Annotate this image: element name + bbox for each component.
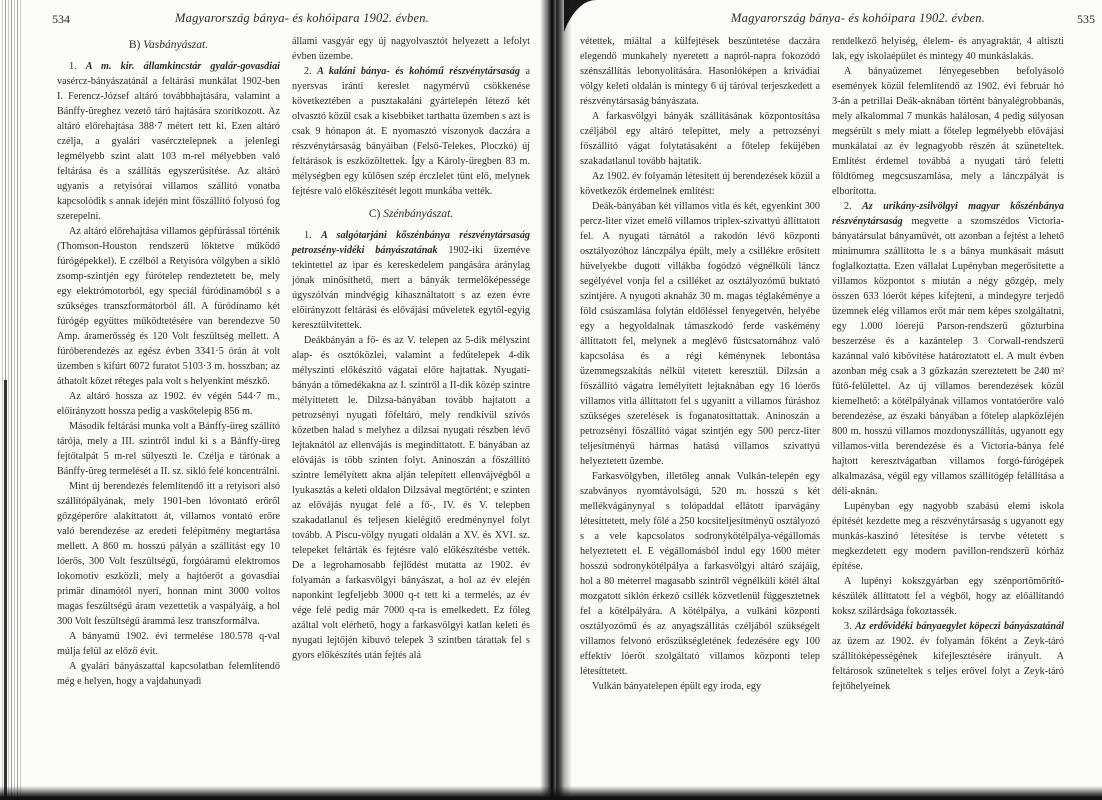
left-page-column-1 [57,34,280,689]
left-page-column-2 [292,34,530,663]
paragraph [832,499,1064,574]
paragraph-lead: A kaláni bánya- és kohómű részvénytársaság [317,66,520,77]
paragraph-text: az üzem az 1902. év folyamán főként a Zeyk-táró szállítóképességének kifejlesztésére irányult. A feltárosok szüneteltek s teljes erővel folyt a Zeyk-táró fejtőhelyeinek [832,636,1064,692]
paragraph-text: Az 1902. év folyamán létesített új berendezések közül a következők érdemelnek említést: [580,171,820,197]
paragraph-list [57,59,280,689]
paragraph-text: rendelkező helyiség, élelem- és anyagraktár, 4 altiszti lak, egy iskolaépület és mintegy 40 munkáslakás. [832,36,1064,62]
paragraph-text: állami vasgyár egy új nagyolvasztót helyezett a lefolyt évben üzembe. [292,36,530,62]
paragraph-text: Vulkán bányatelepen épült egy iroda, egy [592,681,762,692]
paragraph-text: Második feltárási munka volt a Bánffy-üreg szállító tárója, mely a III. szintről indul ki s a Bánffy-üreg fejtőtalpát 5 m-rel sülyeszti le. Czélja e tárónak a Bánffy-üreg termelését a II. sz. sikló felé koncentrálni. [57,421,280,477]
paragraph [580,679,820,694]
paragraph-number: 2. [844,201,852,212]
paragraph [832,574,1064,619]
right-page-column-1 [580,34,820,694]
paragraph [832,199,1064,499]
paragraph-text: 1902-iki üzeméve tekintettel az ipar és kereskedelem pangására aránylag jónak minősíthető, mert a bányák termelőképessége úgyszólván mindvégig kihasználtatott s az ezen évre előirányzott feltárási és elővájási műveletek egytől-egyig keresztülvitettek. [292,245,530,331]
paragraph-text: Deákbányán a fő- és az V. telepen az 5-dik mélyszint alap- és osztóközlei, valamint a fedűtelepek 4-dik mélyszinti előkészítő vágatai előre hajtattak. Nyugati-bányán a tömedékakna az I. szintről a II-dik közép szintre mélyíttetett le. Dilzsa-bányában tovább hajtatott a petrozsényi nyugati főfeltáró, mely rendkívül szívós kőzetben halad s melyhez a dilzsai nyugati részben lévő lejtaknától az ellenvájás is megindíttatott. E bányában az elővájás is több szinten folyt. Aninoszán a főszállító szintre lemélyített akna alján telepített ellenvájvégből a lyukasztás a keleti oldalon Dilzsával megtörtént; e szinten az elővájás nyugat felé a fő-, IV. és V. telepben szakadatlanul és teljesen kielégítő eredménynyel folyt tovább. A Piscu-völgy nyugati oldalán a XV. és XVI. sz. telepeket feltárták és fejtésre való előkészítésbe vették. De a legrohamosabb fejlődést mutatta az 1902. év folyamán a farkasvölgyi bányászat, a hol az év elején naponkint legfeljebb 3000 q-t tett ki a termelés, az év vége felé pedig már 7000 q-ra is emelkedett. Ez főleg azáltal volt elérhető, hogy a farkasvölgyi katlan keleti és nyugati lejtőjén kibuvó telepek 3 szintben tárattak fel s gyors előkészítés után fejtés alá [292,335,530,661]
paragraph [580,469,820,679]
paragraph-text: Az altáró hossza az 1902. év végén 544·7 m., előirányzott hossza pedig a vaskőtelepig 856 m. [57,391,280,417]
paragraph-list [292,34,530,199]
section-heading [57,38,280,53]
paragraph-text: A bányamű 1902. évi termelése 180.578 q-val múlja felül az előző évit. [57,631,280,657]
paragraph-text: Deák-bányában két villamos vitla és két, egyenkint 300 percz-liter vizet emelő villamos triplex-szivattyú állíttatott fel. A nyugati tárnától a rakodón lévő központi osztályozóhoz lánczpálya épült, mely a csillékre erősített hüvelyekbe dugott villákba fogódzó végnélküli láncz segélyével vonja fel a csilléket az osztályozómű buktató szintjére. A nyugoti aknaház 30 m. magas téglakéménye a föld csúszamlása folytán eldőléssel fenyegetvén, helyébe egy a hegyoldalnak támaszkodó ferde vaskémény állíttatott fel, melynek a meglévő füstcsatornához való kapcsolása és a régi kéménynek lebontása üzemmegszakítás nélkül vitetett keresztül. Dilzsán a főszállító vágatra lemélyített lejtaknában egy 16 lóerős villamos vitla állíttatott fel s ugyanitt a villamos fúráshoz szükséges szerelések is foganatosíttattak. Aninoszán a petrozsényi főszállító vágat szintjén egy 500 percz-liter teljesítményű hármas hatású villamos szivattyú helyeztetett üzembe. [580,201,820,467]
paragraph [292,64,530,199]
paragraph-text: vasércz-bányászatánál a feltárási munkálat 1902-ben I. Ferencz-József altáró továbbhajtására, valamint a Bánffy-üreghez vezető táró hajtására szorítkozott. Az altáró előrehajtása 388·7 métert tett ki. Ezen altáró czélja, a gyalári vasércztelepnek a jelenlegi legmélyebb szint alatt 103 m-rel mélyebben való feltárása és a szállítás egyszerűsítése. Az altáró ugyanis a retyisórai villamos szállító vonatba kapcsolódik s annak idején mint főszállító folyosó fog szerepelni. [57,76,280,222]
paragraph [57,419,280,479]
paragraph [832,34,1064,64]
paragraph [580,34,820,109]
paragraph [580,199,820,469]
paragraph-text: Mint új berendezés felemlítendő itt a retyisori alsó szállítópályának, mely 1901-ben lóvontató erőről gőzgéperőre alakíttatott át, villamos vontató erőre való berendezése az eredeti felépítmény megtartása mellett. A 860 m. hosszú pályán a szállítást egy 10 lóerős, 300 Volt feszültségű, forgóáramú elektromos lokomotiv eszközli, mely a hajtóerőt a govasdiai primär dinamótól nyeri, honnan mint 3000 voltos magas feszültségű áram vezettetik a vaspályáig, a hol 300 Volt feszültségű árammá lesz transzformálva. [57,481,280,627]
paragraph-number: 1. [69,61,77,72]
page-edge-shadow [4,380,7,800]
paragraph [832,64,1064,199]
page-number: 534 [52,12,70,26]
paragraph [57,224,280,389]
paragraph-lead: Az urikány-zsilvölgyi magyar kőszénbánya részvénytársaság [832,201,1065,227]
paragraph [57,629,280,659]
paragraph-lead: Az erdővidéki bányaegylet köpeczi bányászatánál [855,621,1064,632]
right-page-column-2 [832,34,1064,694]
paragraph-text: a nyersvas iránti kereslet nagymérvű csökkenése következtében a pusztakaláni gyártelepén létező két olvasztó közül csak a kisebbiket tarthatta üzemben s azt is csak 9 hónapon át. E nyomasztó viszonyok daczára a részvénytársaság bányáiban (Felső-Telekes, Ploczkó) új feltárások is eszközöltettek. Így a Károly-üregben 83 m. mélységben egy külösen szép érczlelet tünt elő, melynek fejtésre való előkészítését legott munkába vették. [292,66,530,197]
section-title: Szénbányászat. [383,208,454,220]
paragraph-list [580,34,820,694]
paragraph-text: A bányaüzemet lényegesebben befolyásoló események közül felemlítendő az 1902. évi február hó 3-án a petrillai Deák-aknában történt bányalégrobbanás, mely alkalommal 7 munkás halálosan, 4 pedig súlyosan megsérült s mely miatt a főtelep legmélyebb elővájási munkálatai az év legnagyobb részén át szüneteltek. Említést érdemel továbbá a nyugati táró feletti földtömeg megcsuszamlása, mely a lánczpályát is elborította. [832,66,1064,197]
paragraph-number: 1. [304,230,312,241]
paragraph [57,389,280,419]
paragraph [580,109,820,169]
left-page [0,0,548,800]
paragraph-text: A gyalári bányászattal kapcsolatban felemlítendő még e helyen, hogy a vajdahunyadi [57,661,280,687]
page-number: 535 [1077,12,1095,26]
paragraph [292,34,530,64]
paragraph [57,59,280,224]
paragraph [580,169,820,199]
paragraph [292,333,530,663]
gutter-shadow [556,0,572,800]
paragraph [832,619,1064,694]
paragraph-text: megvette a szomszédos Victoria-bányatársulat bányaművét, ott azonban a fejtést a lehető minimumra szállította le s a bánya munkásait másutt foglalkoztatta. Ezen vállalat Lupényban megerősítette a villamos központot s miután a négy gőzgép, mely összen 633 lóerőt képes kifejteni, a mindegyre terjedő üzemnek elég villamos erőt már nem képes szolgáltatni, egy 1.000 lóerejű Parson-rendszerű gőzturbina beszerzése és a kazántelep 3 Corwall-rendszerű kazánnal való kibővítése határoztatott el. A mult évben azonban még csak a 3 gőzkazán szereztetett be 240 m² fűtő-felülettel. Az új villamos berendezések közül kiemelhető: a kötélpályának villamos vontatóerőre való berendezése, az északi bányában a főtelep alapközléjén 800 m. hosszú villamos mozdonyszállítás, ugyanott egy villamos-vitla berendezése és a Victoria-bánya felé hajtott keresztvágatban villamos forgó-fúrógépek alkalmazása, végül egy villamos szállítógép felállítása a déli-aknán. [832,216,1064,497]
running-head: Magyarország bánya- és kohóipara 1902. évben. [731,11,985,25]
paragraph-number: 3. [844,621,852,632]
paragraph-text: Az altáró előrehajtása villamos gépfúrással történik (Thomson-Houston rendszerű löktetve működő fúrógépekkel). E czélból a Retyisóra völgyben a sikló zsomp-szintjén egy fúrótelep rendeztetett be, mely egy elektrómotorból, egy speciál fúródinamóból s a szükséges transzformátorból áll. A fúródinamo két fúrógép együttes működtetésére van berendezve 50 Amp. áramerősség és 120 Volt feszültség mellett. A fúróberendezés az egész évben 3341·5 órán át volt üzemben s kifúrt 6072 furatot 5103·3 m. hosszban; az áthatolt kőzet réteges pala volt s helyenkint mészkő. [57,226,280,387]
paragraph [292,228,530,333]
paragraph-text: A lupényi kokszgyárban egy szénportömörítő-készülék állíttatott fel a végből, hogy az előállítandó koksz szilárdsága fokoztassék. [832,576,1064,617]
section-label: B) [128,39,141,51]
paragraph [57,659,280,689]
paragraph-list [832,34,1064,694]
scan-bottom-shadow [0,786,1102,800]
paragraph-text: Farkasvölgyben, illetőleg annak Vulkán-telepén egy szabványos nyomtávolságú, 520 m. hosszú s két mellékvágánynyal s tolópaddal ellátott iparvágány létesíttetett, mely fölé a 250 kocsiteljesítményű osztályozó s a vele kapcsolatos sodronykötélpálya-végállomás helyeztetett el. E végállomásból indul egy 1600 méter hosszú sodronykötélpálya a farkasvölgyi altáró szájáig, hol a 80 méterrel magasabb szintről végnélküli kötél által mozgatott siklón érkező csillék közvetlenül függesztetnek fel a kötélpályára. A kötélpálya, a vulkáni központi osztályozómű és az anyagszállítás czéljából szükségelt villamos felvonó erőszükségletének fedezésére egy 100 effektív lóerőt szolgáltató villamos központi telep létesíttetett. [580,471,820,677]
paragraph-lead: A m. kir. államkincstár gyalár-govasdiai [85,61,281,72]
right-page [556,0,1102,800]
paragraph [57,479,280,629]
paragraph-lead: A salgótarjáni kőszénbánya részvénytársaság petrozsény-vidéki bányászatának [292,230,531,256]
section-label: C) [368,208,381,220]
paragraph-text: Lupényban egy nagyobb szabású elemi iskola építését kezdette meg a részvénytársaság s ugyanott egy munkás-kaszinó létesítése is tervbe vétetett s megkezdetett egy modern pavillon-rendszerű kórház építése. [832,501,1064,572]
section-heading [292,207,530,222]
paragraph-number: 2. [304,66,312,77]
paragraph-text: vétettek, miáltal a külfejtések beszüntetése daczára elegendő munkahely nyeretett a napról-napra fokozódó szénszállítás lebonyolítására. Hasonlóképen a krivádiai völgy keleti oldalán is mintegy 6 új táróval terjeszkedett a részvénytársaság bányászata. [580,36,820,107]
running-head: Magyarország bánya- és kohóipara 1902. évben. [175,11,429,25]
section-title: Vasbányászat. [143,39,209,51]
paragraph-list [292,228,530,663]
paragraph-text: A farkasvölgyi bányák szállításának központosítása czéljából egy altáró telepíttet, mely a petrozsényi főszállító vágat folytatásaként a főtelep feküjében szakadatlanul tovább hajtatik. [580,111,820,167]
